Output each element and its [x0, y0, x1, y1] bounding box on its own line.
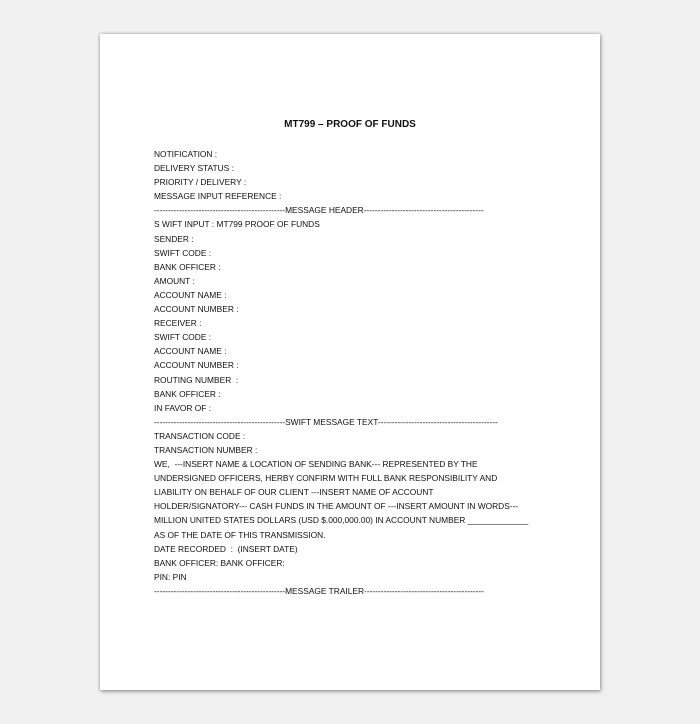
document-line: DELIVERY STATUS :	[154, 163, 234, 174]
document-line: S WIFT INPUT : MT799 PROOF OF FUNDS	[154, 219, 320, 230]
document-line: UNDERSIGNED OFFICERS, HERBY CONFIRM WITH FULL BANK RESPONSIBILITY AND	[154, 473, 498, 484]
document-line: MILLION UNITED STATES DOLLARS (USD $.000,000.00) IN ACCOUNT NUMBER _____________	[154, 515, 529, 526]
document-line: PIN: PIN	[154, 571, 187, 582]
document-line: LIABILITY ON BEHALF OF OUR CLIENT ---INSERT NAME OF ACCOUNT	[154, 487, 434, 498]
document-line: -----------------------------------------------MESSAGE TRAILER-------------------------------------------	[154, 585, 484, 596]
document-line: WE, ---INSERT NAME & LOCATION OF SENDING BANK--- REPRESENTED BY THE	[154, 459, 478, 470]
document-line: -----------------------------------------------MESSAGE HEADER-------------------------------------------	[154, 205, 484, 216]
document-line: AS OF THE DATE OF THIS TRANSMISSION.	[154, 529, 326, 540]
document-line: -----------------------------------------------SWIFT MESSAGE TEXT-------------------------------------------	[154, 416, 498, 427]
document-line: BANK OFFICER :	[154, 261, 221, 272]
document-line: SWIFT CODE :	[154, 332, 212, 343]
document-title: MT799 – PROOF OF FUNDS	[284, 119, 416, 130]
document-line: RECEIVER :	[154, 318, 202, 329]
document-line: ROUTING NUMBER :	[154, 374, 239, 385]
document-line: MESSAGE INPUT REFERENCE :	[154, 191, 282, 202]
document-line: NOTIFICATION :	[154, 149, 218, 159]
document-line: ACCOUNT NAME :	[154, 289, 227, 300]
document-line: SWIFT CODE :	[154, 247, 212, 258]
document-line: PRIORITY / DELIVERY :	[154, 177, 247, 188]
document-body	[154, 147, 528, 598]
document-line: IN FAVOR OF :	[154, 402, 212, 413]
document-line: ACCOUNT NUMBER :	[154, 360, 239, 371]
document-line: SENDER :	[154, 233, 194, 244]
document-line: ACCOUNT NUMBER :	[154, 304, 239, 315]
document-line: TRANSACTION CODE :	[154, 430, 246, 441]
document-line: DATE RECORDED : (INSERT DATE)	[154, 543, 298, 554]
document-line: TRANSACTION NUMBER :	[154, 444, 258, 455]
document-line: AMOUNT :	[154, 275, 195, 286]
document-line: BANK OFFICER :	[154, 388, 221, 399]
document-line: HOLDER/SIGNATORY--- CASH FUNDS IN THE AMOUNT OF ---INSERT AMOUNT IN WORDS---	[154, 501, 519, 512]
document-line: BANK OFFICER: BANK OFFICER:	[154, 557, 285, 568]
document-page	[100, 34, 600, 690]
document-line: ACCOUNT NAME :	[154, 346, 227, 357]
